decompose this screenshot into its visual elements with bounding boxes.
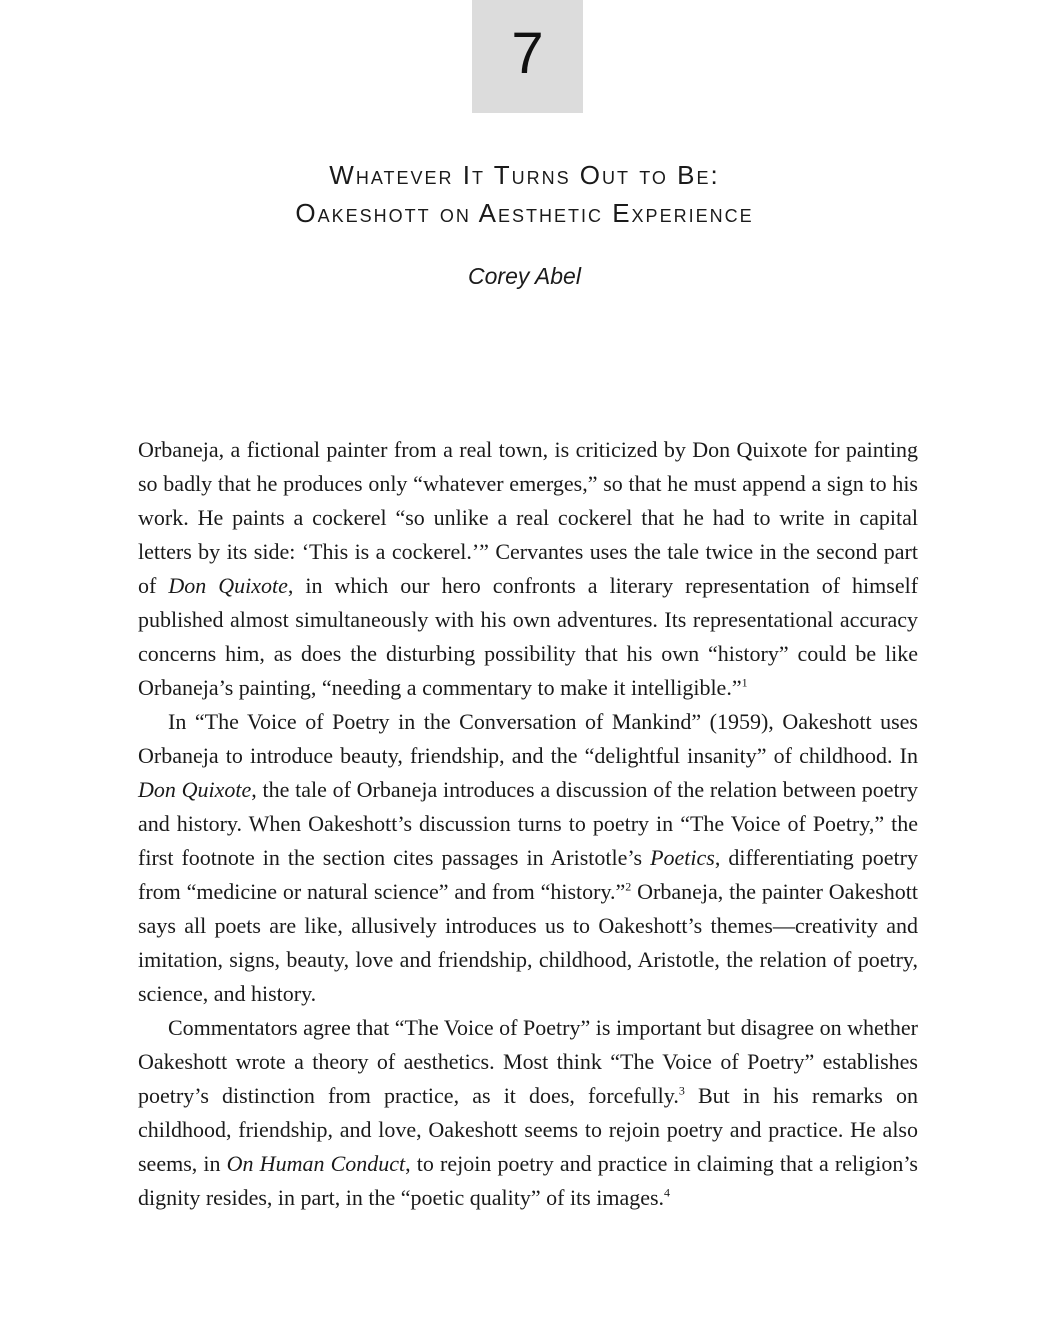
author-name: Corey Abel bbox=[468, 263, 581, 289]
paragraph-1-text-b: , in which our hero confronts a literary representation of himself published almost simultaneously with his own adventures. Its representational accuracy concerns him, as does the disturbing possibility that his own “history” could be like Orbaneja’s painting, “needing a commentary to make it intelligible.” bbox=[138, 573, 919, 700]
footnote-ref-4: 4 bbox=[664, 1185, 671, 1200]
paragraph-3-text-c: , to rejoin poetry and practice in claiming that a religion’s dignity resides, in part, in the “poetic quality” of its images. bbox=[138, 1151, 918, 1210]
paragraph-3-text-a: Commentators agree that “The Voice of Poetry” is important but disagree on whether Oakeshott wrote a theory of aesthetics. Most think “The Voice of Poetry” establishes poetry’s distinction from practice, as it does, forcefully. bbox=[138, 1015, 918, 1108]
chapter-number: 7 bbox=[511, 20, 544, 86]
body-text bbox=[138, 433, 918, 1215]
paragraph-3-title-on-human-conduct: On Human Conduct bbox=[226, 1151, 406, 1176]
paragraph-2-title-poetics: Poetics bbox=[650, 845, 715, 870]
paragraph-3-text-b: But in his remarks on childhood, friendship, and love, Oakeshott seems to rejoin poetry and practice. He also seems, in bbox=[138, 1083, 918, 1176]
footnote-ref-1: 1 bbox=[741, 675, 748, 690]
paragraph-2-title-don-quixote: Don Quixote bbox=[138, 777, 252, 802]
paragraph-1-text-a: Orbaneja, a fictional painter from a real town, is criticized by Don Quixote for painting so badly that he produces only “whatever emerges,” so that he must append a sign to his work. He paints a cockerel “so unlike a real cockerel that he had to write in capital letters by its side: ‘This is a cockerel.’” Cervantes uses the tale twice in the second part of bbox=[138, 437, 918, 598]
paragraph-2-text-c: , differentiating poetry from “medicine or natural science” and from “history.” bbox=[138, 845, 918, 904]
paragraph-1-title-don-quixote: Don Quixote bbox=[168, 573, 288, 598]
paragraph-2-text-a: In “The Voice of Poetry in the Conversation of Mankind” (1959), Oakeshott uses Orbaneja to introduce beauty, friendship, and the “delightful insanity” of childhood. In bbox=[138, 709, 918, 768]
paragraph-3 bbox=[138, 1011, 918, 1215]
paragraph-2 bbox=[138, 705, 918, 1011]
paragraph-2-text-d: Orbaneja, the painter Oakeshott says all poets are like, allusively introduces us to Oakeshott’s themes—creativity and imitation, signs, beauty, love and friendship, childhood, Aristotle, the relation of poetry, science, and history. bbox=[138, 879, 918, 1006]
footnote-ref-3: 3 bbox=[678, 1083, 685, 1098]
footnote-ref-2: 2 bbox=[625, 879, 632, 894]
chapter-title-line-1: Whatever It Turns Out to Be: bbox=[329, 160, 720, 190]
chapter-number-box bbox=[472, 0, 583, 113]
chapter-title-line-2: Oakeshott on Aesthetic Experience bbox=[295, 198, 754, 228]
paragraph-1 bbox=[138, 433, 918, 705]
paragraph-2-text-b: , the tale of Orbaneja introduces a discussion of the relation between poetry and history. When Oakeshott’s discussion turns to poetry in “The Voice of Poetry,” the first footnote in the section cites passages in Aristotle’s bbox=[138, 777, 918, 870]
